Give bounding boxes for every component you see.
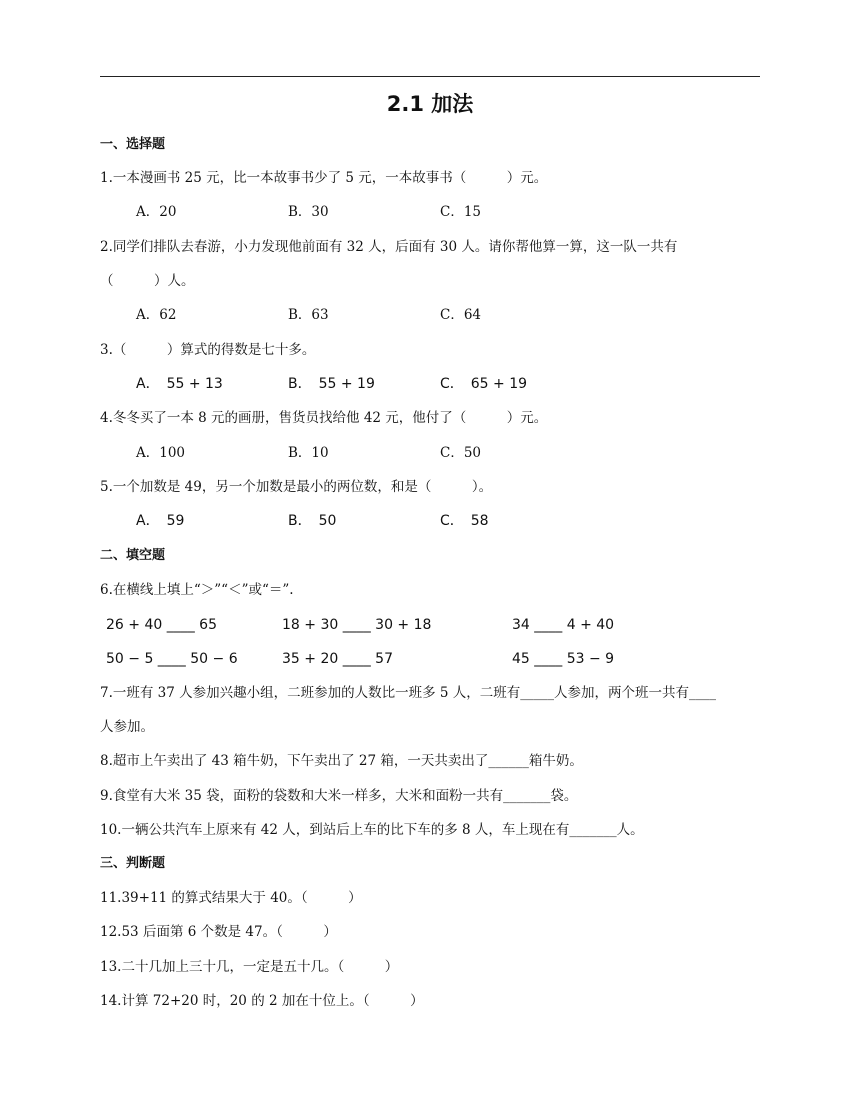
q3-option-a: A． 55 + 13	[136, 376, 223, 392]
q5-option-a: A． 59	[136, 513, 185, 529]
page-title: 2.1 加法	[386, 92, 474, 116]
q3-option-b: B． 55 + 19	[288, 376, 375, 392]
q6-item-2: 18 + 30 ____ 30 + 18	[282, 617, 432, 633]
q6-item-5: 35 + 20 ____ 57	[282, 651, 393, 667]
q4-option-c: C．50	[440, 445, 482, 461]
question-8: 8.超市上午卖出了 43 箱牛奶，下午卖出了 27 箱，一天共卖出了______箱牛奶。	[100, 753, 583, 769]
q6-item-3: 34 ____ 4 + 40	[512, 617, 615, 633]
section-heading-choice: 一、选择题	[100, 137, 166, 152]
q5-option-c: C． 58	[440, 513, 489, 529]
question-2-line-2: （ ）人。	[100, 273, 195, 289]
q1-option-b: B．30	[288, 204, 329, 220]
q5-option-b: B． 50	[288, 513, 337, 529]
q4-option-a: A．100	[136, 445, 186, 461]
q6-item-1: 26 + 40 ____ 65	[106, 617, 217, 633]
question-14: 14.计算 72+20 时，20 的 2 加在十位上。（ ）	[100, 993, 424, 1009]
q1-option-a: A．20	[136, 204, 177, 220]
question-11: 11.39+11 的算式结果大于 40。（ ）	[100, 890, 362, 906]
section-heading-fill: 二、填空题	[100, 548, 166, 563]
question-9: 9.食堂有大米 35 袋，面粉的袋数和大米一样多，大米和面粉一共有_______袋。	[100, 788, 578, 804]
q1-option-c: C．15	[440, 204, 482, 220]
q2-option-c: C．64	[440, 307, 482, 323]
section-heading-judge: 三、判断题	[100, 856, 166, 871]
question-4: 4.冬冬买了一本 8 元的画册，售货员找给他 42 元，他付了（ ）元。	[100, 410, 548, 426]
question-2-line-1: 2.同学们排队去春游，小力发现他前面有 32 人，后面有 30 人。请你帮他算一算，这一队一共有	[100, 239, 678, 255]
question-12: 12.53 后面第 6 个数是 47。（ ）	[100, 924, 337, 940]
q4-option-b: B．10	[288, 445, 329, 461]
question-13: 13.二十几加上三十几，一定是五十几。（ ）	[100, 959, 399, 975]
q6-item-4: 50 − 5 ____ 50 − 6	[106, 651, 238, 667]
question-6: 6.在横线上填上“＞”“＜”或“＝”.	[100, 582, 294, 598]
q3-option-c: C． 65 + 19	[440, 376, 528, 392]
question-3: 3.（ ）算式的得数是七十多。	[100, 342, 316, 358]
question-1: 1.一本漫画书 25 元，比一本故事书少了 5 元，一本故事书（ ）元。	[100, 170, 548, 186]
question-5: 5.一个加数是 49，另一个加数是最小的两位数，和是（ ）。	[100, 479, 493, 495]
question-7-line-1: 7.一班有 37 人参加兴趣小组，二班参加的人数比一班多 5 人，二班有_____人参加，两个班一共有____	[100, 685, 717, 701]
q6-item-6: 45 ____ 53 − 9	[512, 651, 615, 667]
q2-option-a: A．62	[136, 307, 177, 323]
question-7-line-2: 人参加。	[100, 719, 154, 735]
q2-option-b: B．63	[288, 307, 329, 323]
header-rule	[100, 76, 760, 77]
question-10: 10.一辆公共汽车上原来有 42 人，到站后上车的比下车的多 8 人，车上现在有_______人。	[100, 822, 644, 838]
